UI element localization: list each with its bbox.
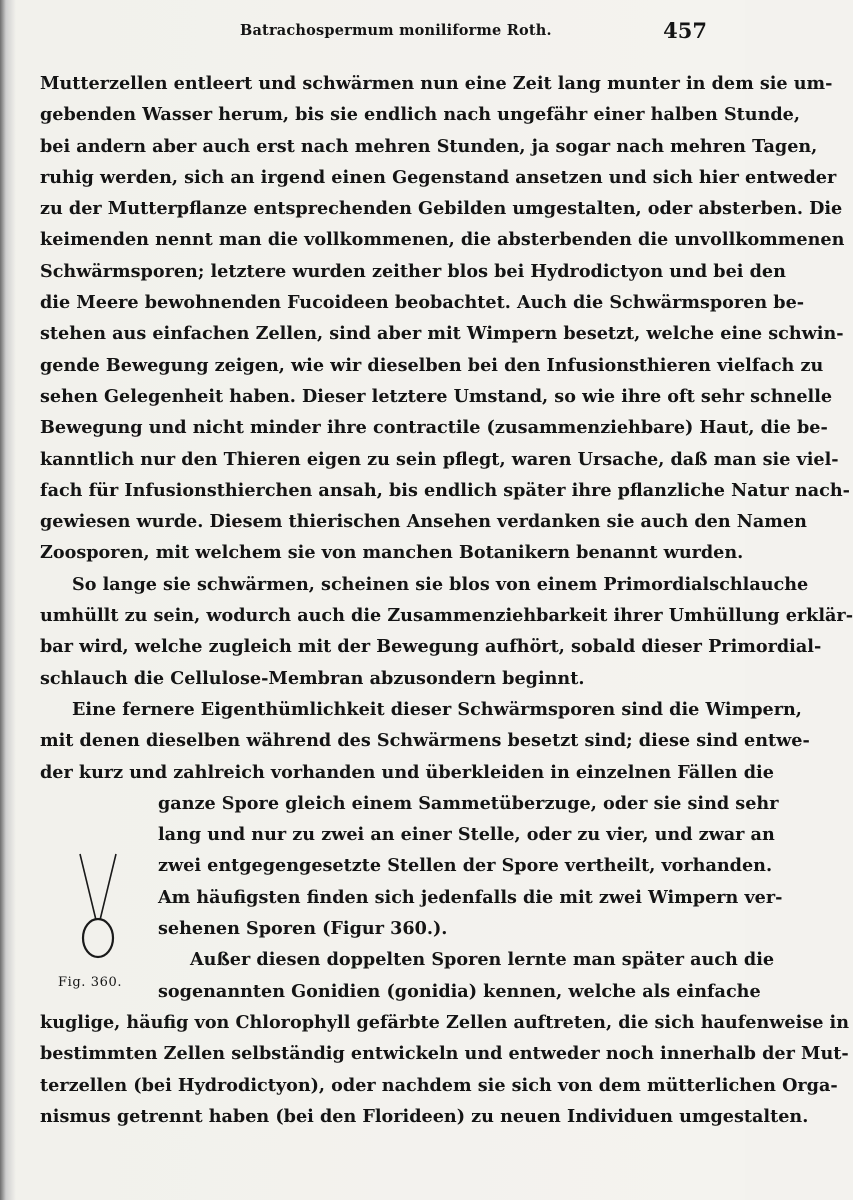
text-line: kanntlich nur den Thieren eigen zu sein pflegt, waren Ursache, daß man sie viel-: [40, 448, 839, 470]
text-line: umhüllt zu sein, wodurch auch die Zusammenziehbarkeit ihrer Umhüllung erklär-: [40, 605, 853, 627]
text-line: Zoosporen, mit welchem sie von manchen Botanikern benannt wurden.: [40, 542, 744, 564]
text-line: Schwärmsporen; letztere wurden zeither blos bei Hydrodictyon und bei den: [40, 260, 786, 282]
figure-360: [58, 852, 148, 992]
text-line: mit denen dieselben während des Schwärmens besetzt sind; diese sind entwe-: [40, 730, 810, 752]
paragraph-first-line: Eine fernere Eigenthümlichkeit dieser Schwärmsporen sind die Wimpern,: [72, 698, 802, 720]
text-line: Am häufigsten finden sich jedenfalls die mit zwei Wimpern ver-: [158, 886, 783, 908]
text-line: bestimmten Zellen selbständig entwickeln und entweder noch innerhalb der Mut-: [40, 1043, 849, 1065]
paragraph-first-line: So lange sie schwärmen, scheinen sie blos von einem Primordialschlauche: [72, 573, 809, 595]
spore-illustration: [74, 852, 124, 967]
text-line: sehenen Sporen (Figur 360.).: [158, 918, 448, 940]
text-line: ruhig werden, sich an irgend einen Gegenstand ansetzen und sich hier entweder: [40, 166, 837, 188]
text-line: bei andern aber auch erst nach mehren Stunden, ja sogar nach mehren Tagen,: [40, 135, 818, 157]
text-line: schlauch die Cellulose-Membran abzusondern beginnt.: [40, 667, 585, 689]
text-line: die Meere bewohnenden Fucoideen beobachtet. Auch die Schwärmsporen be-: [40, 292, 805, 314]
text-line: nismus getrennt haben (bei den Florideen) zu neuen Individuen umgestalten.: [40, 1105, 809, 1127]
text-line: der kurz und zahlreich vorhanden und überkleiden in einzelnen Fällen die: [40, 761, 774, 783]
text-line: terzellen (bei Hydrodictyon), oder nachdem sie sich von dem mütterlichen Orga-: [40, 1074, 838, 1096]
text-line: stehen aus einfachen Zellen, sind aber mit Wimpern besetzt, welche eine schwin-: [40, 323, 844, 345]
text-line: lang und nur zu zwei an einer Stelle, oder zu vier, und zwar an: [158, 824, 775, 846]
text-line: fach für Infusionsthierchen ansah, bis endlich später ihre pflanzliche Natur nach-: [40, 479, 850, 501]
spore-body: [83, 919, 113, 957]
text-line: sogenannten Gonidien (gonidia) kennen, welche als einfache: [158, 980, 761, 1002]
text-line: kuglige, häufig von Chlorophyll gefärbte Zellen auftreten, die sich haufenweise in: [40, 1011, 849, 1033]
flagellum-right: [100, 854, 116, 920]
text-line: Bewegung und nicht minder ihre contractile (zusammenziehbare) Haut, die be-: [40, 417, 828, 439]
text-line: gebenden Wasser herum, bis sie endlich nach ungefähr einer halben Stunde,: [40, 104, 800, 126]
running-head: Batrachospermum moniliforme Roth.: [240, 22, 552, 39]
text-line: Mutterzellen entleert und schwärmen nun eine Zeit lang munter in dem sie um-: [40, 73, 833, 94]
text-line: zu der Mutterpflanze entsprechenden Gebilden umgestalten, oder absterben. Die: [40, 198, 843, 220]
text-line: bar wird, welche zugleich mit der Bewegung aufhört, sobald dieser Primordial-: [40, 636, 822, 658]
text-line: keimenden nennt man die vollkommenen, die absterbenden die unvollkommenen: [40, 229, 845, 251]
text-line: gewiesen wurde. Diesem thierischen Ansehen verdanken sie auch den Namen: [40, 511, 807, 533]
paragraph-first-line: Außer diesen doppelten Sporen lernte man später auch die: [190, 949, 775, 971]
page-header: [0, 18, 745, 52]
text-line: sehen Gelegenheit haben. Dieser letztere Umstand, so wie ihre oft sehr schnelle: [40, 385, 833, 407]
page-number: 457: [663, 18, 707, 43]
text-line: zwei entgegengesetzte Stellen der Spore vertheilt, vorhanden.: [158, 855, 773, 877]
figure-caption: Fig. 360.: [58, 975, 123, 990]
flagellum-left: [80, 854, 96, 920]
text-line: ganze Spore gleich einem Sammetüberzuge, oder sie sind sehr: [158, 792, 779, 814]
text-line: gende Bewegung zeigen, wie wir dieselben bei den Infusionsthieren vielfach zu: [40, 354, 824, 376]
